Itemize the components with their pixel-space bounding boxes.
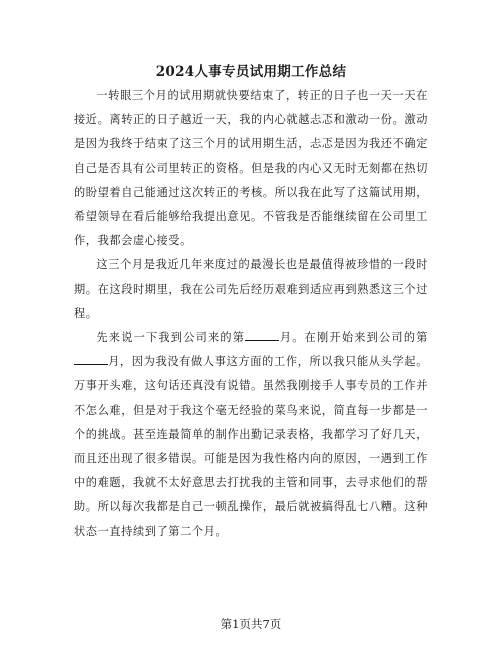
document-body <box>74 84 428 544</box>
page-number: 第1页共7页 <box>220 617 282 631</box>
paragraph-3-part-2: 月。在刚开始来到公司的第 <box>279 331 429 345</box>
paragraph-2: 这三个月是我近几年来度过的最漫长也是最值得被珍惜的一段时期。在这段时期里，我在公司先后经历艰难到适应再到熟悉这三个过程。 <box>74 258 428 320</box>
document-title: 2024人事专员试用期工作总结 <box>155 64 347 80</box>
paragraph-1: 一转眼三个月的试用期就快要结束了，转正的日子也一天一天在接近。离转正的日子越近一天，我的内心就越忐忑和激动一份。激动是因为我终于结束了这三个月的试用期生活，忐忑是因为我还不确定自己是否具有公司里转正的资格。但是我的内心又无时无刻都在热切的盼望着自己能通过这次转正的考核。所以我在此写了这篇试用期，希望领导在看后能够给我提出意见。不管我是否能继续留在公司里工作，我都会虚心接受。 <box>74 89 428 248</box>
paragraph-3-part-1: 先来说一下我到公司来的第 <box>96 331 246 345</box>
fill-in-blank <box>74 352 108 365</box>
paragraph-3-part-3: 月，因为我没有做人事这方面的工作，所以我只能从头学起。万事开头难，这句话还真没有说错。虽然我刚接手人事专员的工作并不怎么难，但是对于我这个毫无经验的菜鸟来说，简直每一步都是一个的挑战。甚至连最简单的制作出勤记录表格，我都学习了好几天，而且还出现了很多错误。可能是因为我性格内向的原因，一遇到工作中的难题，我就不太好意思去打扰我的主管和同事，去寻求他们的帮助。所以每次我都是自己一顿乱操作，最后就被搞得乱七八糟。这种状态一直持续到了第二个月。 <box>74 355 428 538</box>
paragraph-3 <box>74 326 428 544</box>
fill-in-blank <box>245 328 279 341</box>
